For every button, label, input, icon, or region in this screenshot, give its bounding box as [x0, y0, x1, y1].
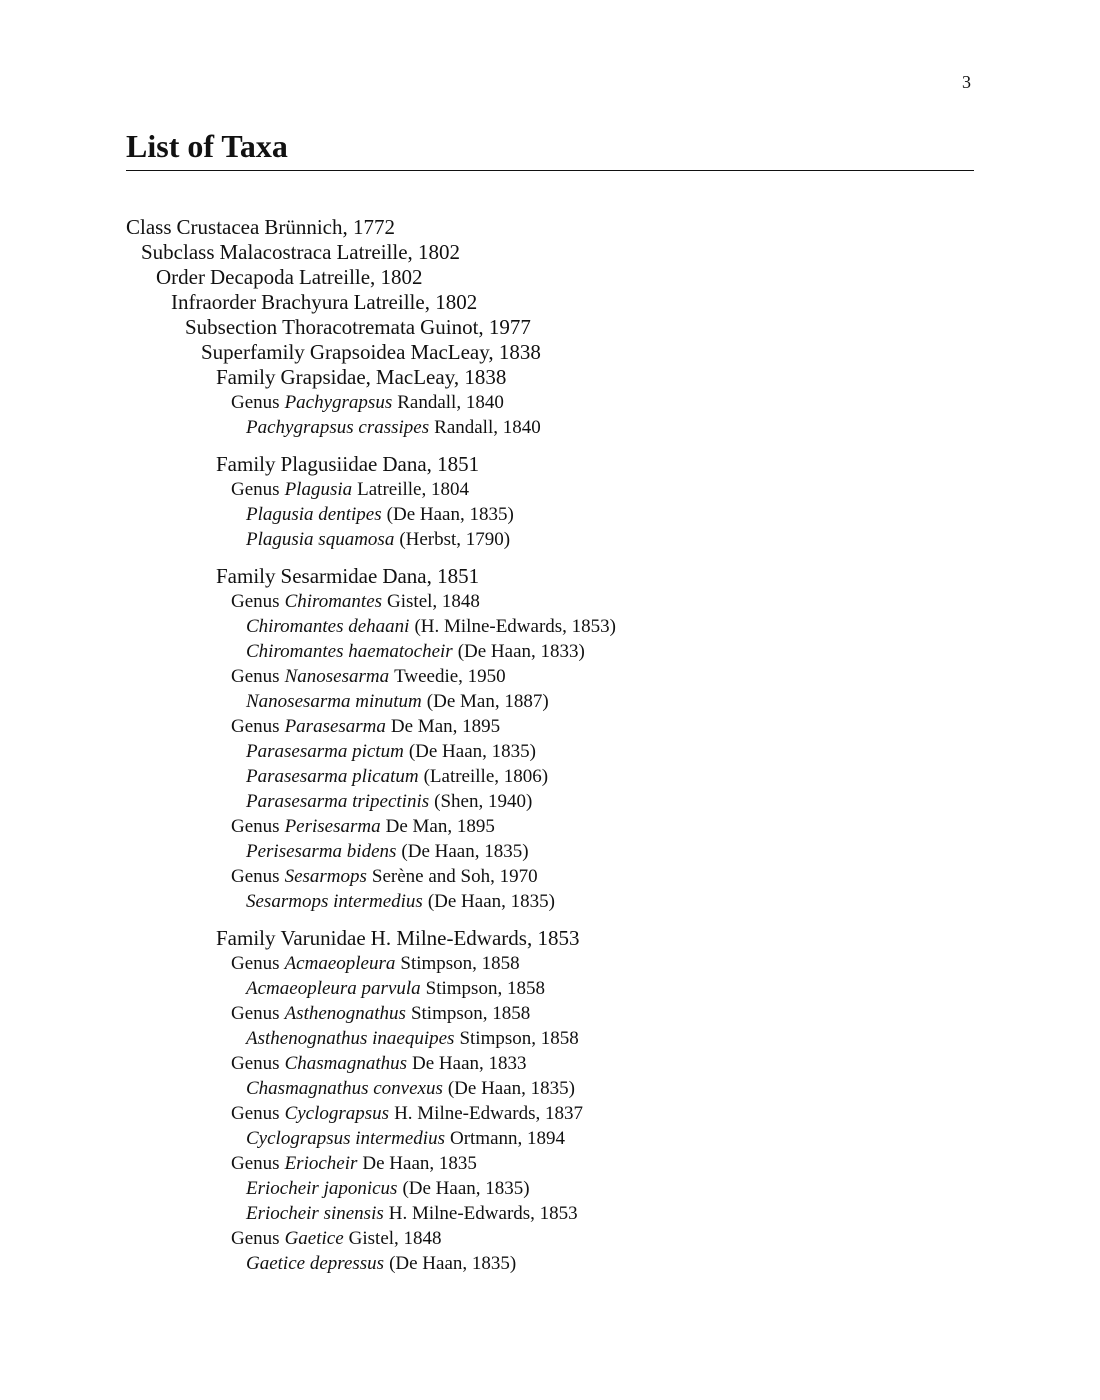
taxon-name: Acmaeopleura — [284, 953, 396, 974]
taxon-species-row — [126, 889, 974, 914]
taxon-authority: MacLeay, 1838 — [375, 365, 507, 389]
taxon-authority: (De Haan, 1835) — [427, 891, 555, 912]
taxon-authority: Randall, 1840 — [397, 392, 504, 413]
taxon-authority: (De Haan, 1835) — [386, 504, 514, 525]
taxon-infraorder-row — [126, 290, 974, 315]
species-name: Eriocheir japonicus — [246, 1178, 398, 1199]
taxon-authority: Stimpson, 1858 — [425, 978, 545, 999]
rank-word: Class — [126, 215, 172, 239]
taxon-authority: (Shen, 1940) — [434, 791, 533, 812]
taxon-authority: (De Haan, 1833) — [457, 641, 585, 662]
taxon-name: Cyclograpsus — [284, 1103, 390, 1124]
taxon-authority: H. Milne-Edwards, 1853 — [388, 1203, 578, 1224]
taxon-authority: (Latreille, 1806) — [423, 766, 549, 787]
rank-word: Family — [216, 564, 276, 588]
species-name: Perisesarma bidens — [246, 841, 397, 862]
taxon-authority: De Haan, 1835 — [362, 1153, 477, 1174]
species-name: Eriocheir sinensis — [246, 1203, 384, 1224]
taxon-name: Crustacea — [176, 215, 260, 239]
taxon-genus-row — [126, 714, 974, 739]
species-name: Sesarmops intermedius — [246, 891, 423, 912]
taxon-name: Plagusia — [284, 479, 353, 500]
taxon-species-row — [126, 976, 974, 1001]
rank-word: Family — [216, 452, 276, 476]
taxon-name: Thoracotremata — [282, 315, 416, 339]
taxon-name: Plagusiidae — [280, 452, 378, 476]
taxon-name: Decapoda — [209, 265, 294, 289]
taxon-authority: Randall, 1840 — [434, 417, 541, 438]
taxon-authority: De Man, 1895 — [390, 716, 501, 737]
rank-word: Genus — [231, 591, 280, 612]
taxon-authority: Brünnich, 1772 — [264, 215, 395, 239]
rank-word: Subsection — [185, 315, 278, 339]
taxon-name: Parasesarma — [284, 716, 386, 737]
taxon-authority: MacLeay, 1838 — [410, 340, 541, 364]
species-name: Parasesarma tripectinis — [246, 791, 430, 812]
rank-word: Subclass — [141, 240, 215, 264]
page-number: 3 — [962, 72, 971, 92]
taxon-name: Brachyura — [261, 290, 349, 314]
taxon-species-row — [126, 1076, 974, 1101]
taxon-authority: Gistel, 1848 — [387, 591, 480, 612]
taxon-name: Gaetice — [284, 1228, 344, 1249]
taxon-genus-row — [126, 864, 974, 889]
taxon-authority: Dana, 1851 — [382, 564, 480, 588]
taxon-genus-row — [126, 390, 974, 415]
taxon-genus-row — [126, 1101, 974, 1126]
taxon-species-row — [126, 1201, 974, 1226]
taxon-genus-row — [126, 951, 974, 976]
species-name: Nanosesarma minutum — [246, 691, 422, 712]
taxon-authority: (De Haan, 1835) — [401, 841, 529, 862]
taxon-authority: (De Haan, 1835) — [402, 1178, 530, 1199]
taxon-genus-row — [126, 664, 974, 689]
taxon-species-row — [126, 614, 974, 639]
taxon-authority: (De Haan, 1835) — [389, 1253, 517, 1274]
species-name: Parasesarma plicatum — [246, 766, 419, 787]
taxon-species-row — [126, 739, 974, 764]
rank-word: Genus — [231, 479, 280, 500]
taxon-subsection-row — [126, 315, 974, 340]
rank-word: Infraorder — [171, 290, 257, 314]
taxon-name: Pachygrapsus — [284, 392, 393, 413]
species-name: Plagusia dentipes — [246, 504, 382, 525]
taxon-name: Malacostraca — [219, 240, 332, 264]
taxon-species-row — [126, 1251, 974, 1276]
taxon-species-row — [126, 1126, 974, 1151]
rank-word: Family — [216, 926, 276, 950]
taxon-authority: H. Milne-Edwards, 1853 — [370, 926, 580, 950]
taxon-authority: Serène and Soh, 1970 — [371, 866, 538, 887]
taxon-species-row — [126, 764, 974, 789]
taxon-authority: Latreille, 1802 — [336, 240, 461, 264]
taxa-list — [126, 215, 974, 1276]
species-name: Parasesarma pictum — [246, 741, 404, 762]
taxon-name: Chasmagnathus — [284, 1053, 408, 1074]
rank-word: Genus — [231, 1228, 280, 1249]
taxon-species-row — [126, 839, 974, 864]
taxon-genus-row — [126, 589, 974, 614]
taxon-name: Varunidae — [280, 926, 366, 950]
taxon-superfamily-row — [126, 340, 974, 365]
taxon-genus-row — [126, 477, 974, 502]
taxon-name: Grapsoidea — [309, 340, 406, 364]
taxon-authority: (H. Milne-Edwards, 1853) — [414, 616, 617, 637]
taxon-authority: Guinot, 1977 — [420, 315, 531, 339]
taxon-genus-row — [126, 1001, 974, 1026]
taxon-name: Perisesarma — [284, 816, 381, 837]
species-name: Chasmagnathus convexus — [246, 1078, 443, 1099]
taxon-authority: (De Haan, 1835) — [408, 741, 536, 762]
taxon-name: Grapsidae, — [280, 365, 371, 389]
species-name: Cyclograpsus intermedius — [246, 1128, 445, 1149]
taxon-genus-row — [126, 1051, 974, 1076]
taxon-genus-row — [126, 814, 974, 839]
taxon-genus-row — [126, 1151, 974, 1176]
taxon-species-row — [126, 639, 974, 664]
species-name: Acmaeopleura parvula — [246, 978, 421, 999]
taxon-species-row — [126, 1176, 974, 1201]
species-name: Plagusia squamosa — [246, 529, 395, 550]
species-name: Chiromantes dehaani — [246, 616, 410, 637]
rank-word: Order — [156, 265, 205, 289]
title-rule — [126, 170, 974, 171]
taxon-name: Chiromantes — [284, 591, 383, 612]
taxon-genus-row — [126, 1226, 974, 1251]
rank-word: Genus — [231, 1053, 280, 1074]
taxon-class-row — [126, 215, 974, 240]
taxon-authority: Stimpson, 1858 — [459, 1028, 579, 1049]
taxon-family-row — [126, 564, 974, 589]
taxon-authority: Latreille, 1804 — [357, 479, 469, 500]
taxon-subclass-row — [126, 240, 974, 265]
taxon-name: Sesarmops — [284, 866, 367, 887]
taxon-order-row — [126, 265, 974, 290]
rank-word: Genus — [231, 1103, 280, 1124]
rank-word: Genus — [231, 953, 280, 974]
taxon-species-row — [126, 527, 974, 552]
taxon-name: Nanosesarma — [284, 666, 390, 687]
taxon-authority: (De Man, 1887) — [426, 691, 549, 712]
taxon-authority: Gistel, 1848 — [348, 1228, 442, 1249]
taxon-authority: De Haan, 1833 — [412, 1053, 527, 1074]
species-name: Asthenognathus inaequipes — [246, 1028, 455, 1049]
species-name: Pachygrapsus crassipes — [246, 417, 430, 438]
rank-word: Superfamily — [201, 340, 305, 364]
taxon-authority: Ortmann, 1894 — [449, 1128, 566, 1149]
taxon-authority: Dana, 1851 — [382, 452, 480, 476]
taxon-authority: Latreille, 1802 — [353, 290, 478, 314]
taxon-species-row — [126, 689, 974, 714]
taxon-species-row — [126, 502, 974, 527]
taxon-authority: H. Milne-Edwards, 1837 — [394, 1103, 583, 1124]
taxon-species-row — [126, 789, 974, 814]
taxon-name: Sesarmidae — [280, 564, 378, 588]
rank-word: Genus — [231, 866, 280, 887]
species-name: Gaetice depressus — [246, 1253, 385, 1274]
taxon-family-row — [126, 452, 974, 477]
species-name: Chiromantes haematocheir — [246, 641, 453, 662]
taxon-authority: Tweedie, 1950 — [394, 666, 506, 687]
rank-word: Genus — [231, 666, 280, 687]
taxon-authority: (De Haan, 1835) — [447, 1078, 575, 1099]
page-title: List of Taxa — [126, 128, 288, 164]
rank-word: Genus — [231, 716, 280, 737]
rank-word: Genus — [231, 816, 280, 837]
rank-word: Family — [216, 365, 276, 389]
taxon-family-row — [126, 365, 974, 390]
taxon-authority: (Herbst, 1790) — [399, 529, 511, 550]
rank-word: Genus — [231, 1153, 280, 1174]
taxon-authority: Stimpson, 1858 — [410, 1003, 531, 1024]
taxon-species-row — [126, 415, 974, 440]
rank-word: Genus — [231, 1003, 280, 1024]
taxon-species-row — [126, 1026, 974, 1051]
taxon-family-row — [126, 926, 974, 951]
taxon-name: Eriocheir — [284, 1153, 358, 1174]
taxon-authority: Latreille, 1802 — [298, 265, 423, 289]
taxon-name: Asthenognathus — [284, 1003, 406, 1024]
taxon-authority: De Man, 1895 — [385, 816, 495, 837]
rank-word: Genus — [231, 392, 280, 413]
taxon-authority: Stimpson, 1858 — [400, 953, 520, 974]
